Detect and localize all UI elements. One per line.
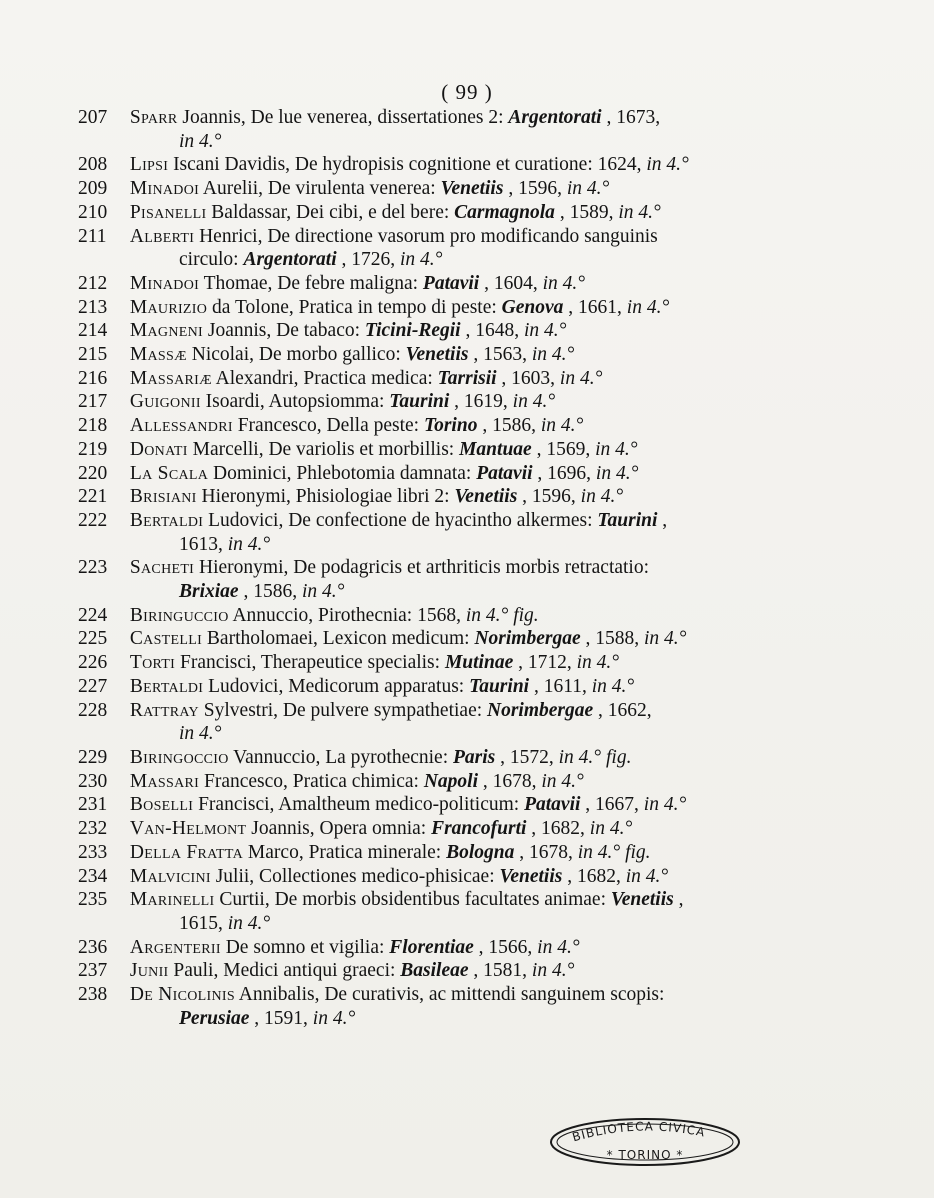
entry-first-line [78,485,768,509]
entry-first-line [78,699,768,723]
entry-author: Sacheti [129,557,195,579]
entry-number: 219 [78,438,108,460]
entry-format: in 4.° [566,178,610,200]
entry-author: Lipsi [129,154,169,176]
entry-first-line [78,225,768,249]
entry-title: Joannis, De tabaco: [207,320,361,342]
entry-title: Pauli, Medici antiqui graeci: [173,960,396,982]
entry-format: in 4.° [643,628,687,650]
entry-first-line [78,319,768,343]
entry-place: Carmagnola [454,201,555,223]
entry-continuation-line [78,248,768,272]
entry-author: Boselli [129,794,194,816]
entry-number: 230 [78,770,108,792]
entry-first-line [78,983,768,1007]
entry-title: Joannis, Opera omnia: [251,818,427,840]
catalog-entry [78,746,768,770]
catalog-entry [78,793,768,817]
entry-place: Venetiis [440,178,504,200]
entry-first-line [78,367,768,391]
entry-place: Tarrisii [437,367,497,389]
entry-author: Minadoi [129,272,200,294]
entry-date: , 1667, [585,794,639,816]
entry-title: Henrici, De directione vasorum pro modificando sanguinis [199,225,658,247]
entry-place: Genova [501,296,564,318]
entry-title: Bartholomaei, Lexicon medicum: [206,628,470,650]
entry-number: 233 [78,841,108,863]
entry-place: Norimbergae [474,628,581,650]
entry-number: 228 [78,699,108,721]
entry-format: in 4.° [625,865,669,887]
entry-continuation-text: 1615, [179,912,223,934]
catalog-entry [78,272,768,296]
catalog-entry [78,225,768,272]
entry-first-line [78,106,768,130]
catalog-entry [78,627,768,651]
entry-title: Dominici, Phlebotomia damnata: [213,462,472,484]
entry-date: , [678,889,684,911]
library-stamp [548,1116,742,1168]
entry-first-line [78,627,768,651]
entry-place: Argentorati [243,249,337,271]
entry-title: Francesco, Pratica chimica: [203,770,419,792]
catalog-entry [78,201,768,225]
entry-author: De Nicolinis [129,984,235,1006]
catalog-entry [78,509,768,556]
entry-number: 214 [78,320,108,342]
entry-format: in 4.° [540,415,584,437]
catalog-entry [78,841,768,865]
entry-place: Venetiis [454,486,518,508]
entry-author: Biringoccio [129,746,229,768]
entry-number: 208 [78,154,108,176]
entry-date: , 1563, [473,344,527,366]
catalog-entry [78,485,768,509]
entry-author: Torti [129,652,176,674]
entry-number: 220 [78,462,108,484]
entry-author: Castelli [129,628,203,650]
entry-format: in 4.° [542,272,586,294]
entry-number: 221 [78,486,108,508]
entry-format: in 4.° [537,936,580,958]
entry-title: Julii, Collectiones medico-phisicae: [215,865,495,887]
entry-title: Baldassar, Dei cibi, e del bere: [211,201,450,223]
catalog-entry [78,604,768,628]
entry-title: Ludovici, Medicorum apparatus: [208,675,465,697]
entry-number: 212 [78,272,108,294]
entry-author: Guigonii [129,391,201,413]
entry-number: 207 [78,107,108,128]
catalog-entry [78,367,768,391]
entry-place: Taurini [389,391,450,413]
entry-number: 216 [78,367,108,389]
entry-first-line [78,888,768,912]
entry-author: Allessandri [129,415,233,437]
entry-first-line [78,936,768,960]
catalog-entry [78,438,768,462]
entry-format: in 4.° [179,130,222,152]
entry-date: , 1611, [533,675,587,697]
entry-first-line [78,675,768,699]
entry-date: , 1712, [518,652,572,674]
catalog-entry [78,153,768,177]
entry-number: 209 [78,178,108,200]
entry-date: , 1696, [537,462,592,484]
entry-date: , 1566, [478,936,533,958]
entry-date: , 1682, [531,818,585,840]
entry-date: , 1604, [484,272,538,294]
entry-place: Patavii [524,794,581,816]
entry-format: in 4.° fig. [465,604,539,626]
entry-format: in 4.° [559,367,603,389]
catalog-entry [78,675,768,699]
entry-format: in 4.° [301,581,345,603]
catalog-entries [78,106,768,1030]
entry-first-line [78,509,768,533]
entry-first-line [78,343,768,367]
entry-title: Iscani Davidis, De hydropisis cognitione et curatione: 1624, [173,154,642,176]
catalog-entry [78,296,768,320]
entry-title: Sylvestri, De pulvere sympathetiae: [203,699,483,721]
entry-number: 226 [78,652,108,674]
entry-number: 225 [78,628,108,650]
entry-format: in 4.° [531,344,575,366]
entry-place: Paris [453,746,496,768]
entry-date: , 1586, [482,415,536,437]
entry-first-line [78,296,768,320]
entry-format: in 4.° [531,960,575,982]
entry-first-line [78,556,768,580]
catalog-entry [78,343,768,367]
stamp-line1: BIBLIOTECA CIVICA [570,1119,707,1145]
entry-date: , 1596, [508,178,562,200]
entry-place: Venetiis [499,865,563,887]
entry-first-line [78,177,768,201]
entry-title: Joannis, De lue venerea, dissertationes 2: [182,107,504,128]
entry-continuation-line [78,912,768,936]
catalog-entry [78,865,768,889]
stamp-line2: * TORINO * [606,1148,684,1162]
entry-place: Patavii [422,272,480,294]
entry-title: Hieronymi, Phisiologiae libri 2: [201,486,450,508]
entry-title: Vannuccio, La pyrothecnie: [233,746,449,768]
entry-format: in 4.° fig. [577,841,651,863]
entry-format: in 4.° [580,486,624,508]
entry-title: Marcelli, De variolis et morbillis: [192,438,455,460]
entry-author: Argenterii [129,936,221,958]
entry-continuation-line [78,1007,768,1031]
entry-number: 213 [78,296,108,318]
entry-author: Massæ [129,344,187,366]
entry-date: , 1569, [536,438,591,460]
entry-place: Argentorati [508,107,602,128]
entry-place: Francofurti [431,818,527,840]
entry-place: Norimbergae [487,699,594,721]
entry-place: Mantuae [459,438,532,460]
entry-continuation-line [78,533,768,557]
entry-author: Bertaldi [129,509,204,531]
page-number: ( 99 ) [441,80,493,104]
entry-first-line [78,390,768,414]
entry-author: Della Fratta [129,841,244,863]
entry-number: 236 [78,936,108,958]
entry-title: Aurelii, De virulenta venerea: [202,178,436,200]
entry-number: 235 [78,889,108,911]
catalog-entry [78,414,768,438]
entry-place: Ticini-Regii [364,320,461,342]
entry-first-line [78,438,768,462]
entry-date: , 1662, [598,699,652,721]
entry-date: , 1678, [519,841,573,863]
entry-author: Massari [129,770,200,792]
entry-title: Francisci, Therapeutice specialis: [179,652,441,674]
entry-first-line [78,865,768,889]
entry-number: 234 [78,865,108,887]
stamp-graphic [548,1116,742,1168]
entry-number: 224 [78,604,108,626]
catalog-entry [78,177,768,201]
entry-date: , 1726, [341,249,396,271]
entry-title: Marco, Pratica minerale: [247,841,442,863]
entry-author: Biringuccio [129,604,229,626]
entry-date: , 1596, [522,486,576,508]
entry-date: , 1661, [568,296,622,318]
entry-date: , 1682, [567,865,621,887]
entry-author: Malvicini [129,865,211,887]
entry-format: in 4.° [512,391,556,413]
entry-place: Venetiis [610,889,674,911]
catalog-entry [78,817,768,841]
entry-title: Hieronymi, De podagricis et arthriticis morbis retractatio: [199,557,650,579]
entry-number: 210 [78,201,108,223]
entry-title: Isoardi, Autopsiomma: [205,391,385,413]
entry-first-line [78,153,768,177]
entry-author: Van-Helmont [129,818,247,840]
entry-date: , 1619, [454,391,508,413]
catalog-entry [78,651,768,675]
entry-format: in 4.° [626,296,670,318]
entry-title: da Tolone, Pratica in tempo di peste: [212,296,497,318]
entry-date: , [662,509,668,531]
entry-number: 223 [78,557,108,579]
entry-place: Perusiae [179,1007,250,1029]
entry-format: in 4.° [400,249,443,271]
entry-title: Nicolai, De morbo gallico: [191,344,401,366]
entry-first-line [78,651,768,675]
entry-title: Alexandri, Practica medica: [215,367,433,389]
entry-date: , 1603, [501,367,556,389]
entry-format: in 4.° [618,201,661,223]
entry-first-line [78,770,768,794]
entry-first-line [78,462,768,486]
entry-place: Mutinae [444,652,514,674]
entry-first-line [78,272,768,296]
entry-date: , 1581, [473,960,528,982]
entry-place: Taurini [469,675,530,697]
catalog-entry [78,390,768,414]
entry-first-line [78,604,768,628]
catalog-entry [78,936,768,960]
entry-title: Annibalis, De curativis, ac mittendi sanguinem scopis: [238,984,665,1006]
entry-first-line [78,841,768,865]
entry-format: in 4.° [646,154,689,176]
entry-first-line [78,414,768,438]
entry-date: , 1678, [482,770,537,792]
entry-format: in 4.° [312,1007,356,1029]
entry-date: , 1673, [606,107,661,128]
catalog-entry [78,319,768,343]
entry-place: Torino [423,415,478,437]
entry-place: Florentiae [389,936,474,958]
entry-first-line [78,793,768,817]
entry-first-line [78,959,768,983]
entry-title: Annuccio, Pirothecnia: 1568, [232,604,461,626]
entry-number: 217 [78,391,108,413]
entry-format: in 4.° [227,533,271,555]
entry-format: in 4.° [643,794,687,816]
entry-format: in 4.° [541,770,584,792]
entry-date: , 1586, [243,581,298,603]
entry-format: in 4.° [591,675,635,697]
entry-date: , 1588, [585,628,640,650]
entry-format: in 4.° [595,438,638,460]
entry-continuation-line [78,580,768,604]
entry-number: 231 [78,794,108,816]
catalog-entry [78,959,768,983]
entry-format: in 4.° [595,462,639,484]
entry-author: Brisiani [129,486,197,508]
entry-date: , 1572, [500,746,554,768]
catalog-entry [78,556,768,603]
entry-author: Pisanelli [129,201,207,223]
entry-author: Marinelli [129,889,215,911]
entry-format: in 4.° [179,723,222,745]
entry-author: Bertaldi [129,675,204,697]
entry-author: Massariæ [129,367,212,389]
entry-continuation-line [78,130,768,154]
entry-author: Minadoi [129,178,200,200]
catalog-entry [78,106,768,153]
entry-number: 237 [78,960,108,982]
entry-continuation-text: circulo: [179,249,239,271]
catalog-entry [78,888,768,935]
entry-format: in 4.° fig. [558,746,632,768]
entry-date: , 1589, [559,201,614,223]
entry-author: Magneni [129,320,203,342]
entry-first-line [78,746,768,770]
entry-number: 227 [78,675,108,697]
catalog-entry [78,983,768,1030]
entry-format: in 4.° [589,818,633,840]
entry-continuation-text: 1613, [179,533,223,555]
entry-title: Francesco, Della peste: [237,415,420,437]
entry-place: Bologna [446,841,515,863]
entry-first-line [78,201,768,225]
entry-format: in 4.° [576,652,620,674]
entry-number: 238 [78,984,108,1006]
entry-date: , 1648, [465,320,520,342]
entry-number: 229 [78,746,108,768]
entry-title: Thomae, De febre maligna: [203,272,419,294]
entry-author: Sparr [129,107,178,128]
catalog-entry [78,699,768,746]
entry-number: 222 [78,509,108,531]
entry-place: Patavii [476,462,533,484]
entry-author: Junii [129,960,169,982]
entry-date: , 1591, [254,1007,308,1029]
entry-author: Maurizio [129,296,208,318]
entry-place: Brixiae [179,581,239,603]
entry-place: Venetiis [405,344,469,366]
entry-place: Napoli [423,770,478,792]
entry-title: Francisci, Amaltheum medico-politicum: [198,794,520,816]
entry-title: Ludovici, De confectione de hyacintho alkermes: [208,509,593,531]
catalog-entry [78,770,768,794]
entry-first-line [78,817,768,841]
entry-place: Taurini [597,509,658,531]
entry-author: Rattray [129,699,199,721]
entry-author: Donati [129,438,188,460]
catalog-entry [78,462,768,486]
entry-title: De somno et vigilia: [225,936,385,958]
entry-author: Alberti [129,225,195,247]
entry-number: 232 [78,818,108,840]
entry-title: Curtii, De morbis obsidentibus facultates animae: [219,889,606,911]
entry-number: 211 [78,225,107,247]
entry-number: 215 [78,344,108,366]
entry-author: La Scala [129,462,209,484]
entry-number: 218 [78,415,108,437]
entry-format: in 4.° [227,912,271,934]
entry-place: Basileae [400,960,469,982]
entry-format: in 4.° [523,320,567,342]
entry-continuation-line [78,722,768,746]
